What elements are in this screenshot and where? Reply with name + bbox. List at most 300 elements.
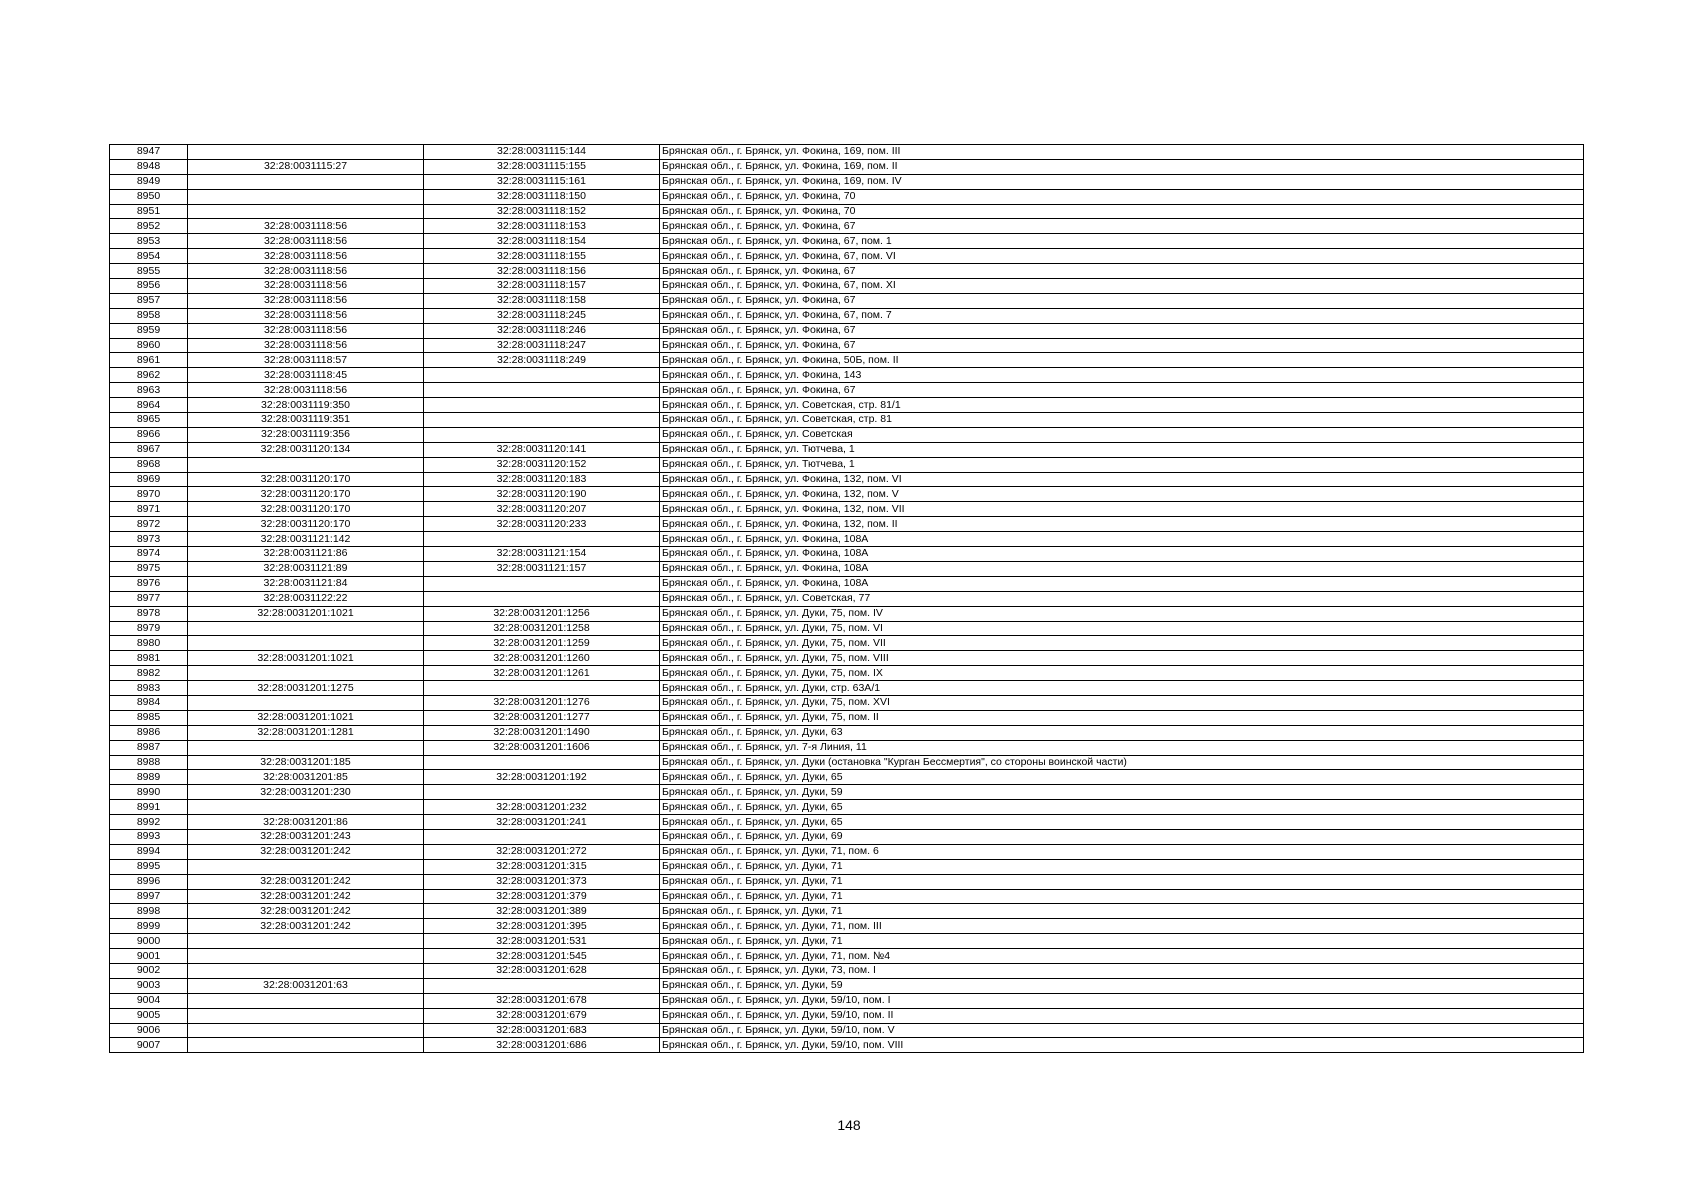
cadastral-number-cell [424,576,660,591]
row-number-cell: 8971 [110,502,188,517]
table-row [110,204,1584,219]
address-cell: Брянская обл., г. Брянск, ул. Дуки, 63 [660,725,1584,740]
cadastral-number-cell: 32:28:0031115:155 [424,159,660,174]
address-cell: Брянская обл., г. Брянск, ул. Фокина, 50Б, пом. II [660,353,1584,368]
row-number-cell: 8994 [110,844,188,859]
parent-cadastral-cell: 32:28:0031119:356 [188,427,424,442]
parent-cadastral-cell: 32:28:0031119:351 [188,413,424,428]
cadastral-number-cell: 32:28:0031201:395 [424,919,660,934]
cadastral-number-cell: 32:28:0031201:679 [424,1008,660,1023]
row-number-cell: 8986 [110,725,188,740]
row-number-cell: 8950 [110,189,188,204]
row-number-cell: 8990 [110,785,188,800]
row-number-cell: 8948 [110,159,188,174]
table-row [110,502,1584,517]
cadastral-number-cell: 32:28:0031120:233 [424,517,660,532]
table-row [110,770,1584,785]
parent-cadastral-cell [188,1008,424,1023]
cadastral-number-cell: 32:28:0031120:152 [424,457,660,472]
address-cell: Брянская обл., г. Брянск, ул. Фокина, 67 [660,219,1584,234]
parent-cadastral-cell: 32:28:0031115:27 [188,159,424,174]
address-cell: Брянская обл., г. Брянск, ул. Дуки, 59 [660,785,1584,800]
cadastral-number-cell: 32:28:0031201:315 [424,859,660,874]
table-row [110,576,1584,591]
row-number-cell: 8999 [110,919,188,934]
cadastral-number-cell: 32:28:0031201:1256 [424,606,660,621]
parent-cadastral-cell: 32:28:0031118:56 [188,264,424,279]
address-cell: Брянская обл., г. Брянск, ул. Фокина, 169, пом. IV [660,174,1584,189]
row-number-cell: 8970 [110,487,188,502]
address-cell: Брянская обл., г. Брянск, ул. Дуки, 75, пом. IX [660,666,1584,681]
parent-cadastral-cell [188,1023,424,1038]
row-number-cell: 8955 [110,264,188,279]
address-cell: Брянская обл., г. Брянск, ул. Советская, стр. 81 [660,413,1584,428]
row-number-cell: 9004 [110,993,188,1008]
table-row [110,279,1584,294]
parent-cadastral-cell: 32:28:0031122:22 [188,591,424,606]
cadastral-number-cell: 32:28:0031120:141 [424,442,660,457]
parent-cadastral-cell: 32:28:0031118:56 [188,308,424,323]
table-row [110,949,1584,964]
table-row [110,695,1584,710]
parent-cadastral-cell [188,204,424,219]
parent-cadastral-cell: 32:28:0031118:56 [188,279,424,294]
cadastral-number-cell: 32:28:0031201:1606 [424,740,660,755]
row-number-cell: 8992 [110,815,188,830]
address-cell: Брянская обл., г. Брянск, ул. Дуки, 71, пом. №4 [660,949,1584,964]
table-row [110,606,1584,621]
parent-cadastral-cell: 32:28:0031201:1021 [188,710,424,725]
table-row [110,457,1584,472]
cadastral-number-cell: 32:28:0031201:192 [424,770,660,785]
parent-cadastral-cell: 32:28:0031118:56 [188,219,424,234]
cadastral-number-cell: 32:28:0031118:153 [424,219,660,234]
address-cell: Брянская обл., г. Брянск, ул. Фокина, 132, пом. V [660,487,1584,502]
table-row [110,844,1584,859]
parent-cadastral-cell: 32:28:0031201:1275 [188,681,424,696]
address-cell: Брянская обл., г. Брянск, ул. Советская [660,427,1584,442]
table-row [110,249,1584,264]
address-cell: Брянская обл., г. Брянск, ул. Дуки, 71 [660,904,1584,919]
address-cell: Брянская обл., г. Брянск, ул. Фокина, 169, пом. II [660,159,1584,174]
cadastral-number-cell: 32:28:0031118:245 [424,308,660,323]
parent-cadastral-cell: 32:28:0031201:1021 [188,651,424,666]
row-number-cell: 8957 [110,293,188,308]
cadastral-number-cell: 32:28:0031201:545 [424,949,660,964]
table-row [110,427,1584,442]
cadastral-number-cell: 32:28:0031201:241 [424,815,660,830]
cadastral-number-cell: 32:28:0031118:246 [424,323,660,338]
row-number-cell: 8996 [110,874,188,889]
cadastral-number-cell: 32:28:0031201:272 [424,844,660,859]
parent-cadastral-cell: 32:28:0031201:86 [188,815,424,830]
row-number-cell: 8979 [110,621,188,636]
cadastral-number-cell: 32:28:0031201:686 [424,1038,660,1053]
address-cell: Брянская обл., г. Брянск, ул. Тютчева, 1 [660,442,1584,457]
row-number-cell: 8989 [110,770,188,785]
cadastral-number-cell [424,398,660,413]
cadastral-number-cell [424,532,660,547]
row-number-cell: 9007 [110,1038,188,1053]
table-row [110,561,1584,576]
parent-cadastral-cell: 32:28:0031118:56 [188,338,424,353]
table-row [110,234,1584,249]
row-number-cell: 8993 [110,829,188,844]
table-row [110,353,1584,368]
table-row [110,264,1584,279]
cadastral-number-cell [424,427,660,442]
address-cell: Брянская обл., г. Брянск, ул. Дуки, 59/10, пом. V [660,1023,1584,1038]
table-row [110,904,1584,919]
cadastral-number-cell: 32:28:0031120:207 [424,502,660,517]
address-cell: Брянская обл., г. Брянск, ул. Фокина, 143 [660,368,1584,383]
row-number-cell: 8974 [110,547,188,562]
parent-cadastral-cell [188,934,424,949]
address-cell: Брянская обл., г. Брянск, ул. Фокина, 132, пом. II [660,517,1584,532]
table-row [110,651,1584,666]
table-row [110,740,1584,755]
row-number-cell: 8960 [110,338,188,353]
cadastral-number-cell: 32:28:0031201:232 [424,800,660,815]
address-cell: Брянская обл., г. Брянск, ул. Фокина, 67, пом. VI [660,249,1584,264]
table-row [110,159,1584,174]
parent-cadastral-cell [188,621,424,636]
parent-cadastral-cell: 32:28:0031201:242 [188,889,424,904]
address-cell: Брянская обл., г. Брянск, ул. Фокина, 67, пом. XI [660,279,1584,294]
row-number-cell: 8991 [110,800,188,815]
table-row [110,308,1584,323]
address-cell: Брянская обл., г. Брянск, ул. Фокина, 67 [660,323,1584,338]
table-row [110,323,1584,338]
row-number-cell: 8984 [110,695,188,710]
address-cell: Брянская обл., г. Брянск, ул. Дуки, 69 [660,829,1584,844]
cadastral-number-cell: 32:28:0031201:1261 [424,666,660,681]
row-number-cell: 8975 [110,561,188,576]
row-number-cell: 8977 [110,591,188,606]
cadastral-number-cell: 32:28:0031201:678 [424,993,660,1008]
cadastral-number-cell [424,368,660,383]
parent-cadastral-cell [188,666,424,681]
cadastral-number-cell: 32:28:0031201:1258 [424,621,660,636]
table-row [110,547,1584,562]
parent-cadastral-cell: 32:28:0031201:243 [188,829,424,844]
row-number-cell: 8962 [110,368,188,383]
address-cell: Брянская обл., г. Брянск, ул. Дуки, 73, пом. I [660,963,1584,978]
row-number-cell: 8987 [110,740,188,755]
cadastral-number-cell: 32:28:0031201:531 [424,934,660,949]
parent-cadastral-cell: 32:28:0031201:242 [188,919,424,934]
cadastral-table [109,144,1584,1053]
table-row [110,174,1584,189]
address-cell: Брянская обл., г. Брянск, ул. Фокина, 67, пом. 1 [660,234,1584,249]
cadastral-number-cell: 32:28:0031118:154 [424,234,660,249]
table-row [110,368,1584,383]
address-cell: Брянская обл., г. Брянск, ул. Фокина, 108А [660,532,1584,547]
cadastral-number-cell: 32:28:0031201:1277 [424,710,660,725]
address-cell: Брянская обл., г. Брянск, ул. Дуки, 65 [660,800,1584,815]
address-cell: Брянская обл., г. Брянск, ул. Дуки, стр. 63А/1 [660,681,1584,696]
table-row [110,874,1584,889]
parent-cadastral-cell: 32:28:0031121:142 [188,532,424,547]
row-number-cell: 9005 [110,1008,188,1023]
address-cell: Брянская обл., г. Брянск, ул. Дуки, 65 [660,815,1584,830]
address-cell: Брянская обл., г. Брянск, ул. Дуки, 71 [660,889,1584,904]
table-row [110,219,1584,234]
address-cell: Брянская обл., г. Брянск, ул. Советская, стр. 81/1 [660,398,1584,413]
row-number-cell: 9006 [110,1023,188,1038]
table-row [110,710,1584,725]
table-row [110,1008,1584,1023]
row-number-cell: 8972 [110,517,188,532]
row-number-cell: 8976 [110,576,188,591]
parent-cadastral-cell: 32:28:0031118:57 [188,353,424,368]
row-number-cell: 8964 [110,398,188,413]
address-cell: Брянская обл., г. Брянск, ул. Дуки, 59 [660,978,1584,993]
address-cell: Брянская обл., г. Брянск, ул. Фокина, 67, пом. 7 [660,308,1584,323]
table-row [110,993,1584,1008]
parent-cadastral-cell [188,145,424,160]
table-row [110,145,1584,160]
cadastral-number-cell [424,829,660,844]
row-number-cell: 8956 [110,279,188,294]
table-row [110,800,1584,815]
row-number-cell: 8953 [110,234,188,249]
cadastral-number-cell: 32:28:0031118:249 [424,353,660,368]
table-row [110,398,1584,413]
cadastral-number-cell: 32:28:0031118:156 [424,264,660,279]
row-number-cell: 8982 [110,666,188,681]
table-row [110,413,1584,428]
table-body [110,145,1584,1053]
table-row [110,293,1584,308]
table-row [110,963,1584,978]
row-number-cell: 9003 [110,978,188,993]
row-number-cell: 8959 [110,323,188,338]
parent-cadastral-cell: 32:28:0031201:185 [188,755,424,770]
cadastral-number-cell: 32:28:0031118:158 [424,293,660,308]
parent-cadastral-cell: 32:28:0031201:242 [188,844,424,859]
cadastral-number-cell: 32:28:0031118:155 [424,249,660,264]
parent-cadastral-cell: 32:28:0031201:230 [188,785,424,800]
row-number-cell: 8985 [110,710,188,725]
address-cell: Брянская обл., г. Брянск, ул. Дуки, 71, пом. III [660,919,1584,934]
parent-cadastral-cell: 32:28:0031201:1021 [188,606,424,621]
row-number-cell: 9000 [110,934,188,949]
table-row [110,934,1584,949]
parent-cadastral-cell [188,740,424,755]
cadastral-number-cell: 32:28:0031118:150 [424,189,660,204]
cadastral-number-cell [424,383,660,398]
parent-cadastral-cell [188,963,424,978]
address-cell: Брянская обл., г. Брянск, ул. Советская, 77 [660,591,1584,606]
page-number: 148 [837,1117,861,1133]
table-row [110,681,1584,696]
table-row [110,517,1584,532]
table-row [110,487,1584,502]
address-cell: Брянская обл., г. Брянск, ул. Дуки, 59/10, пом. I [660,993,1584,1008]
cadastral-number-cell: 32:28:0031201:628 [424,963,660,978]
parent-cadastral-cell: 32:28:0031121:89 [188,561,424,576]
cadastral-number-cell: 32:28:0031201:1276 [424,695,660,710]
cadastral-number-cell: 32:28:0031121:157 [424,561,660,576]
address-cell: Брянская обл., г. Брянск, ул. Фокина, 108А [660,561,1584,576]
table-row [110,442,1584,457]
cadastral-number-cell [424,755,660,770]
address-cell: Брянская обл., г. Брянск, ул. Тютчева, 1 [660,457,1584,472]
table-row [110,591,1584,606]
table-row [110,666,1584,681]
row-number-cell: 8973 [110,532,188,547]
row-number-cell: 8947 [110,145,188,160]
cadastral-number-cell: 32:28:0031121:154 [424,547,660,562]
table-row [110,889,1584,904]
row-number-cell: 8998 [110,904,188,919]
address-cell: Брянская обл., г. Брянск, ул. Дуки, 59/10, пом. II [660,1008,1584,1023]
row-number-cell: 8954 [110,249,188,264]
cadastral-number-cell [424,681,660,696]
cadastral-number-cell [424,785,660,800]
parent-cadastral-cell: 32:28:0031118:56 [188,293,424,308]
address-cell: Брянская обл., г. Брянск, ул. Дуки, 75, пом. VII [660,636,1584,651]
parent-cadastral-cell: 32:28:0031201:1281 [188,725,424,740]
row-number-cell: 8995 [110,859,188,874]
cadastral-number-cell: 32:28:0031201:1259 [424,636,660,651]
parent-cadastral-cell [188,993,424,1008]
address-cell: Брянская обл., г. Брянск, ул. Фокина, 132, пом. VII [660,502,1584,517]
row-number-cell: 8969 [110,472,188,487]
row-number-cell: 8981 [110,651,188,666]
parent-cadastral-cell: 32:28:0031119:350 [188,398,424,413]
cadastral-number-cell: 32:28:0031118:247 [424,338,660,353]
parent-cadastral-cell [188,800,424,815]
parent-cadastral-cell: 32:28:0031201:63 [188,978,424,993]
row-number-cell: 8978 [110,606,188,621]
parent-cadastral-cell [188,949,424,964]
cadastral-number-cell [424,591,660,606]
parent-cadastral-cell: 32:28:0031201:85 [188,770,424,785]
address-cell: Брянская обл., г. Брянск, ул. Дуки, 71 [660,874,1584,889]
cadastral-number-cell: 32:28:0031201:373 [424,874,660,889]
parent-cadastral-cell: 32:28:0031120:170 [188,502,424,517]
row-number-cell: 8983 [110,681,188,696]
cadastral-number-cell: 32:28:0031201:1260 [424,651,660,666]
address-cell: Брянская обл., г. Брянск, ул. Фокина, 70 [660,189,1584,204]
parent-cadastral-cell [188,457,424,472]
table-row [110,532,1584,547]
address-cell: Брянская обл., г. Брянск, ул. Дуки, 71, пом. 6 [660,844,1584,859]
row-number-cell: 9002 [110,963,188,978]
cadastral-number-cell: 32:28:0031120:183 [424,472,660,487]
address-cell: Брянская обл., г. Брянск, ул. Фокина, 108А [660,576,1584,591]
table-row [110,755,1584,770]
cadastral-number-cell: 32:28:0031201:379 [424,889,660,904]
address-cell: Брянская обл., г. Брянск, ул. Фокина, 67 [660,383,1584,398]
parent-cadastral-cell: 32:28:0031121:86 [188,547,424,562]
cadastral-number-cell: 32:28:0031120:190 [424,487,660,502]
address-cell: Брянская обл., г. Брянск, ул. Дуки, 71 [660,934,1584,949]
table-row [110,859,1584,874]
table-row [110,338,1584,353]
row-number-cell: 9001 [110,949,188,964]
row-number-cell: 8963 [110,383,188,398]
table-row [110,1038,1584,1053]
parent-cadastral-cell: 32:28:0031118:56 [188,383,424,398]
row-number-cell: 8968 [110,457,188,472]
row-number-cell: 8949 [110,174,188,189]
table-row [110,383,1584,398]
parent-cadastral-cell [188,636,424,651]
address-cell: Брянская обл., г. Брянск, ул. 7-я Линия, 11 [660,740,1584,755]
address-cell: Брянская обл., г. Брянск, ул. Фокина, 67 [660,293,1584,308]
address-cell: Брянская обл., г. Брянск, ул. Дуки, 75, пом. VI [660,621,1584,636]
table-row [110,189,1584,204]
cadastral-number-cell: 32:28:0031201:1490 [424,725,660,740]
address-cell: Брянская обл., г. Брянск, ул. Дуки, 59/10, пом. VIII [660,1038,1584,1053]
table-row [110,472,1584,487]
table-row [110,919,1584,934]
address-cell: Брянская обл., г. Брянск, ул. Дуки, 71 [660,859,1584,874]
parent-cadastral-cell [188,189,424,204]
cadastral-number-cell: 32:28:0031201:683 [424,1023,660,1038]
parent-cadastral-cell [188,174,424,189]
row-number-cell: 8966 [110,427,188,442]
row-number-cell: 8951 [110,204,188,219]
parent-cadastral-cell [188,1038,424,1053]
row-number-cell: 8988 [110,755,188,770]
table-row [110,815,1584,830]
parent-cadastral-cell: 32:28:0031118:45 [188,368,424,383]
address-cell: Брянская обл., г. Брянск, ул. Фокина, 169, пом. III [660,145,1584,160]
parent-cadastral-cell: 32:28:0031201:242 [188,874,424,889]
parent-cadastral-cell: 32:28:0031120:170 [188,487,424,502]
address-cell: Брянская обл., г. Брянск, ул. Дуки, 65 [660,770,1584,785]
address-cell: Брянская обл., г. Брянск, ул. Фокина, 67 [660,264,1584,279]
address-cell: Брянская обл., г. Брянск, ул. Фокина, 67 [660,338,1584,353]
parent-cadastral-cell: 32:28:0031118:56 [188,249,424,264]
row-number-cell: 8967 [110,442,188,457]
parent-cadastral-cell: 32:28:0031201:242 [188,904,424,919]
table-row [110,978,1584,993]
parent-cadastral-cell: 32:28:0031118:56 [188,323,424,338]
address-cell: Брянская обл., г. Брянск, ул. Фокина, 132, пом. VI [660,472,1584,487]
address-cell: Брянская обл., г. Брянск, ул. Дуки, 75, пом. IV [660,606,1584,621]
table-row [110,829,1584,844]
cadastral-number-cell [424,978,660,993]
row-number-cell: 8961 [110,353,188,368]
address-cell: Брянская обл., г. Брянск, ул. Фокина, 108А [660,547,1584,562]
cadastral-number-cell [424,413,660,428]
address-cell: Брянская обл., г. Брянск, ул. Дуки (остановка "Курган Бессмертия", со стороны воинской части) [660,755,1584,770]
row-number-cell: 8997 [110,889,188,904]
table-row [110,636,1584,651]
cadastral-number-cell: 32:28:0031201:389 [424,904,660,919]
parent-cadastral-cell: 32:28:0031120:134 [188,442,424,457]
table-row [110,1023,1584,1038]
parent-cadastral-cell: 32:28:0031120:170 [188,517,424,532]
row-number-cell: 8980 [110,636,188,651]
address-cell: Брянская обл., г. Брянск, ул. Дуки, 75, пом. II [660,710,1584,725]
table-row [110,785,1584,800]
parent-cadastral-cell: 32:28:0031121:84 [188,576,424,591]
address-cell: Брянская обл., г. Брянск, ул. Дуки, 75, пом. VIII [660,651,1584,666]
table-row [110,725,1584,740]
cadastral-number-cell: 32:28:0031118:152 [424,204,660,219]
parent-cadastral-cell: 32:28:0031118:56 [188,234,424,249]
cadastral-number-cell: 32:28:0031118:157 [424,279,660,294]
cadastral-number-cell: 32:28:0031115:161 [424,174,660,189]
address-cell: Брянская обл., г. Брянск, ул. Фокина, 70 [660,204,1584,219]
cadastral-number-cell: 32:28:0031115:144 [424,145,660,160]
